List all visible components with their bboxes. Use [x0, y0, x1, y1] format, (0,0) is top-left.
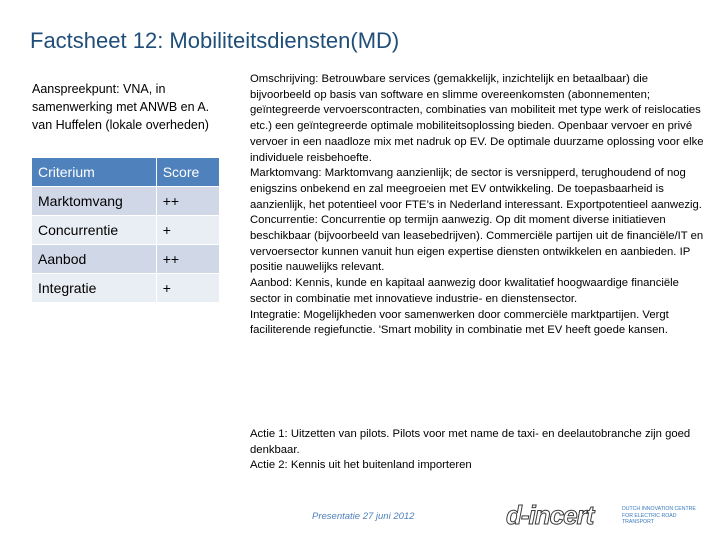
logo-tagline: DUTCH INNOVATION CENTRE FOR ELECTRIC ROAD TRANSPORT: [622, 506, 696, 525]
criteria-table: [32, 158, 220, 302]
table-row: [32, 216, 220, 245]
score-cell: +: [156, 274, 219, 303]
footer-date: Presentatie 27 juni 2012: [312, 511, 415, 522]
criterium-cell: Integratie: [32, 274, 156, 303]
page-title: Factsheet 12: Mobiliteitsdiensten(MD): [30, 28, 400, 53]
description-concurrentie: Concurrentie: Concurrentie op termijn aanwezig. Op dit moment diverse initiatieven beschikbaar (bijvoorbeeld van leasebedrijven). Commerciële partijen uit de financiële/IT en vervoersector kunnen vanuit hun eigen expertise diensten ontwikkelen en aanbieden. IP positie nauwelijks relevant.: [250, 214, 704, 274]
score-cell: ++: [156, 187, 219, 216]
table-header-row: [32, 158, 220, 187]
description-integratie: Integratie: Mogelijkheden voor samenwerken door commerciële marktpartijen. Vergt faciliterende regiefunctie. 'Smart mobility in combinatie met EV heeft goede kansen.: [250, 308, 669, 337]
table-row: [32, 245, 220, 274]
criterium-cell: Marktomvang: [32, 187, 156, 216]
action-item: Actie 1: Uitzetten van pilots. Pilots voor met name de taxi- en deelautobranche zijn goed denkbaar.: [250, 428, 691, 456]
score-cell: ++: [156, 245, 219, 274]
contact-info: Aanspreekpunt: VNA, in samenwerking met ANWB en A. van Huffelen (lokale overheden): [32, 82, 210, 132]
score-cell: +: [156, 216, 219, 245]
d-incert-logo: [506, 500, 706, 532]
logo-wordmark: d-incert: [506, 500, 594, 530]
description-aanbod: Aanbod: Kennis, kunde en kapitaal aanwezig door kwalitatief hoogwaardige financiële sector in combinatie met innovatieve industrie- en dienstensector.: [250, 277, 679, 305]
actions-block: [250, 427, 710, 474]
criterium-cell: Concurrentie: [32, 216, 156, 245]
description-omschrijving: Omschrijving: Betrouwbare services (gemakkelijk, inzichtelijk en betaalbaar) die bijvoorbeeld op basis van software en slimme overeenkomsten (abonnementen; geïntegreerde vervoerscontracten, combinaties van mobiliteit met type werk of reislocaties etc.) een geïntegreerde optimale mobiliteitsoplossing bieden. Openbaar vervoer en privé vervoer in een naadloze mix met nadruk op EV. De optimale duurzame oplossing voor elke individuele reisbehoefte.: [250, 73, 704, 164]
criterium-cell: Aanbod: [32, 245, 156, 274]
header-score: Score: [156, 158, 219, 187]
action-item: Actie 2: Kennis uit het buitenland importeren: [250, 459, 472, 472]
table-row: [32, 274, 220, 303]
header-criterium: Criterium: [32, 158, 156, 187]
table-row: [32, 187, 220, 216]
description-block: [250, 72, 710, 339]
description-marktomvang: Marktomvang: Marktomvang aanzienlijk; de sector is versnipperd, terughoudend of nog enigszins onbekend en zal meegroeien met EV ontwikkeling. De toepasbaarheid is aanzienlijk, het potentieel voor FTE’s in Nederland interessant. Exportpotentieel aanwezig.: [250, 167, 702, 211]
